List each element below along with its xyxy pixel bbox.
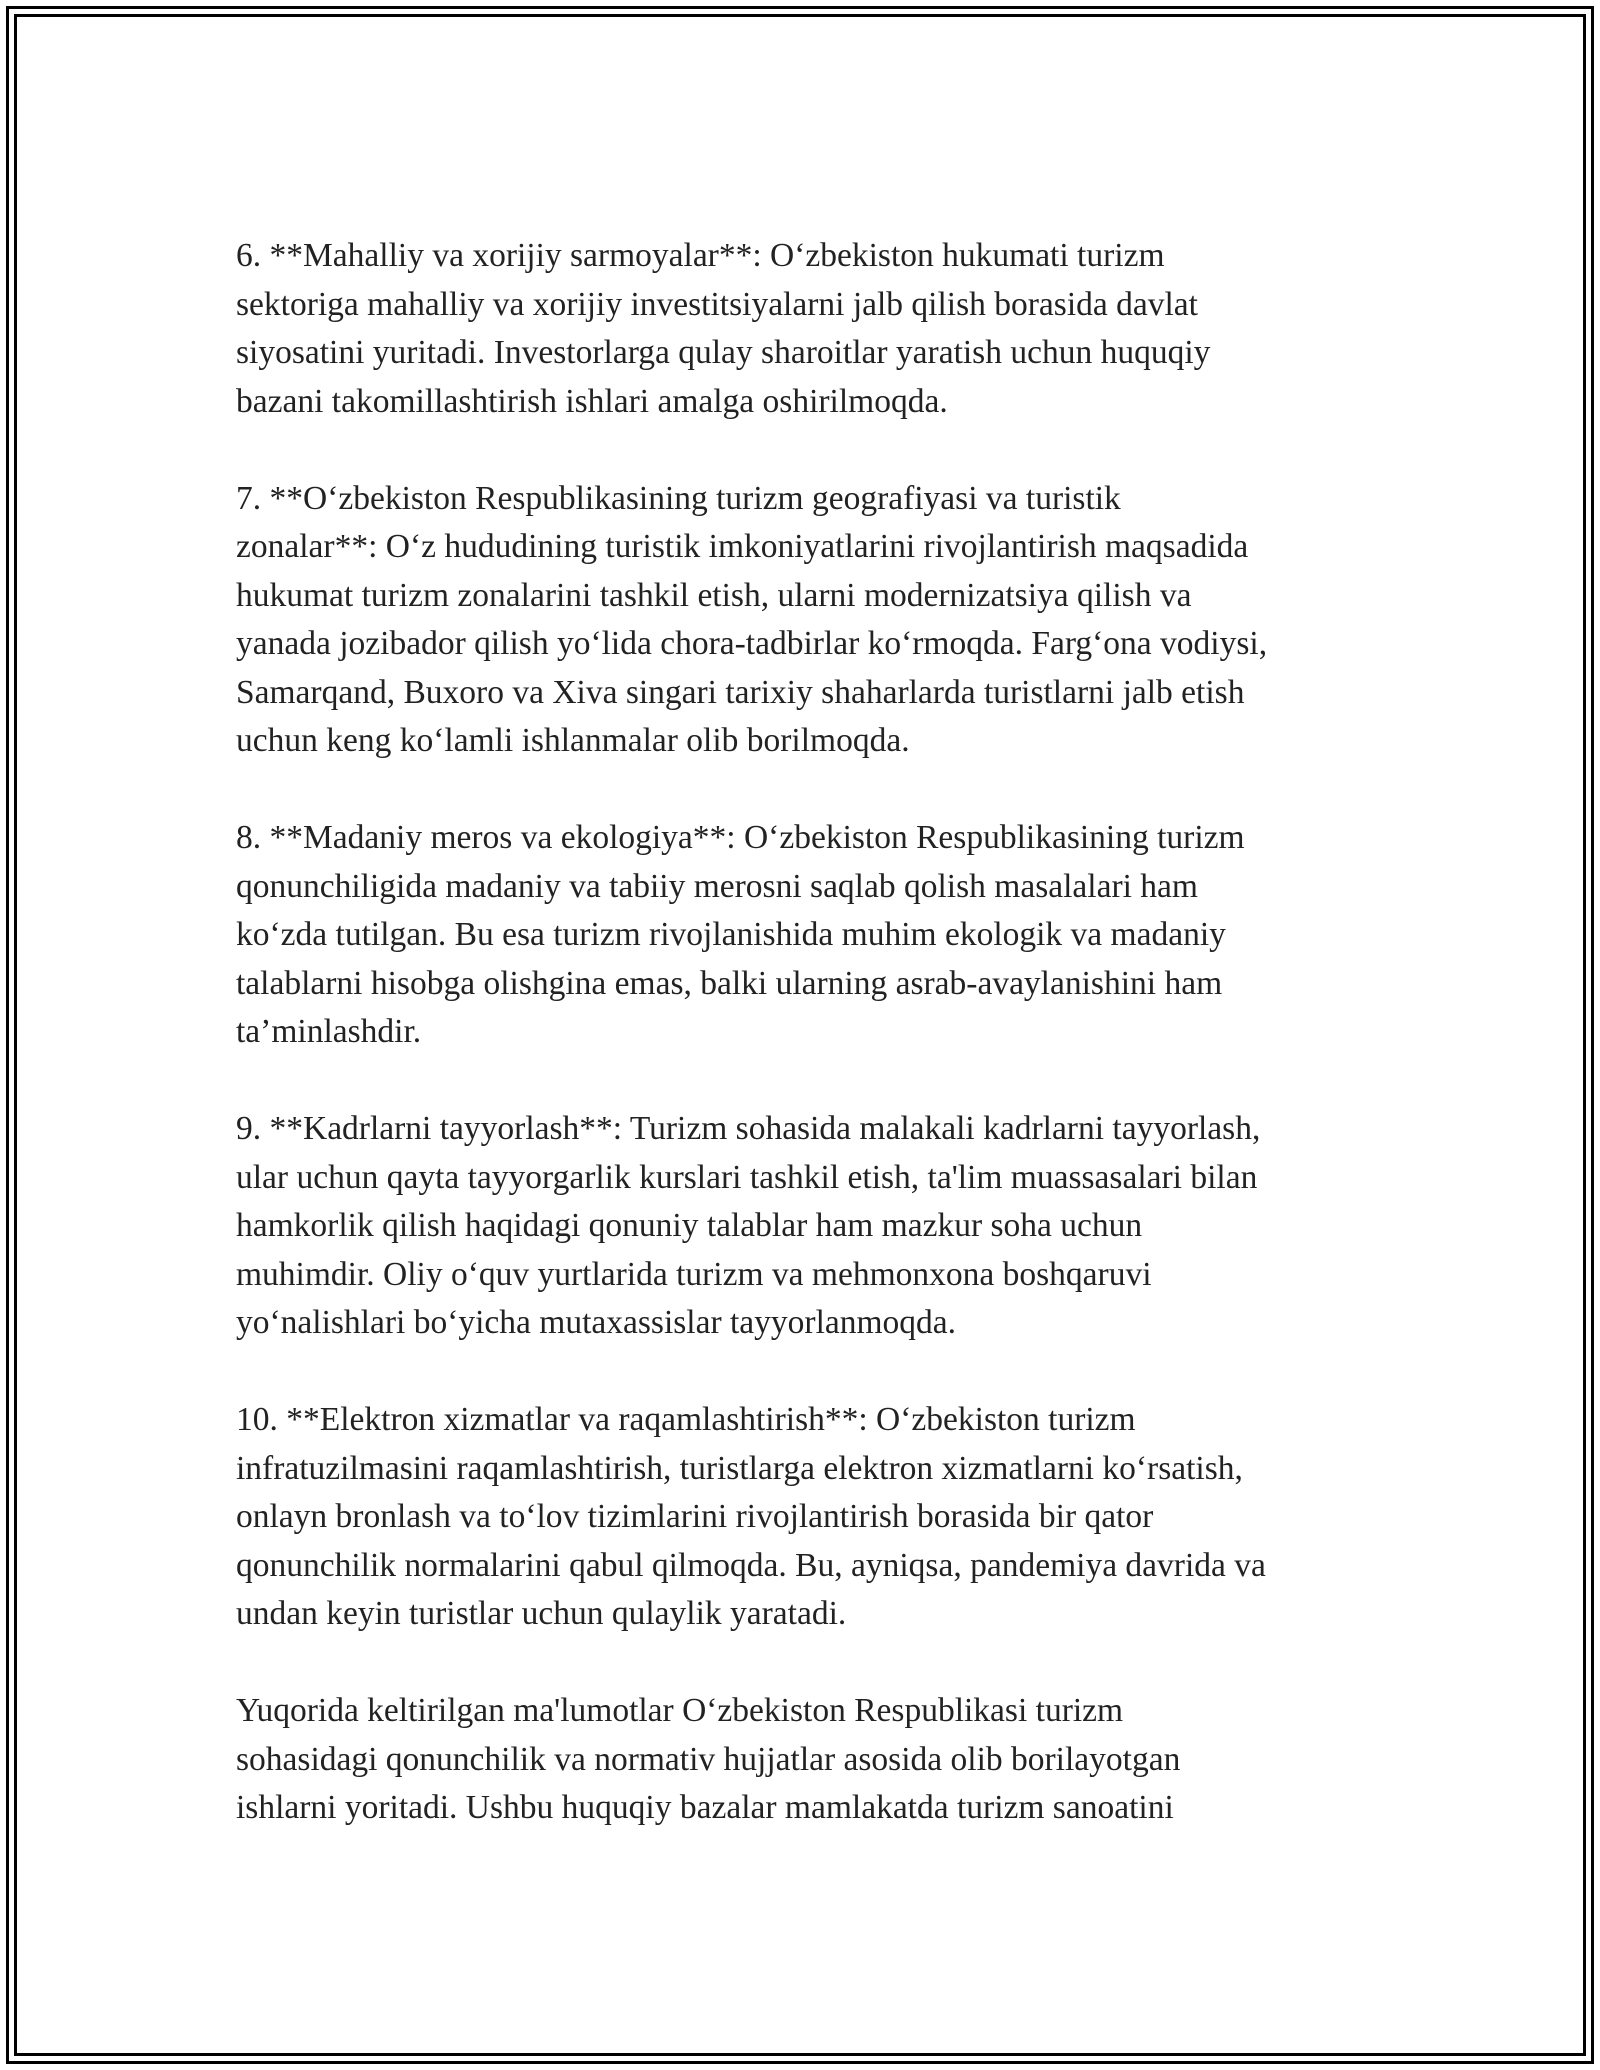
text-line: Samarqand, Buxoro va Xiva singari tarixiy shaharlarda turistlarni jalb etish	[236, 673, 1245, 711]
text-line: 8. **Madaniy meros va ekologiya**: O‘zbekiston Respublikasining turizm	[236, 819, 1245, 856]
text-line: yanada jozibador qilish yo‘lida chora-tadbirlar ko‘rmoqda. Farg‘ona vodiysi,	[236, 625, 1268, 662]
text-line: 7. **O‘zbekiston Respublikasining turizm geografiyasi va turistik	[236, 479, 1121, 517]
text-line: qonunchiligida madaniy va tabiiy merosni saqlab qolish masalalari ham	[236, 867, 1198, 905]
text-line: sohasidagi qonunchilik va normativ hujjatlar asosida olib borilayotgan	[236, 1740, 1181, 1778]
text-line: ko‘zda tutilgan. Bu esa turizm rivojlanishida muhim ekologik va madaniy	[236, 916, 1226, 953]
text-line: Yuqorida keltirilgan ma'lumotlar O‘zbekiston Respublikasi turizm	[236, 1692, 1124, 1729]
paragraph-item-9	[236, 1105, 1376, 1348]
text-line: hamkorlik qilish haqidagi qonuniy talablar ham mazkur soha uchun	[236, 1207, 1143, 1244]
paragraph-item-6	[236, 232, 1376, 426]
text-line: infratuzilmasini raqamlashtirish, turistlarga elektron xizmatlarni ko‘rsatish,	[236, 1449, 1243, 1487]
text-line: undan keyin turistlar uchun qulaylik yaratadi.	[236, 1595, 847, 1632]
document-body	[236, 232, 1376, 1881]
text-line: sektoriga mahalliy va xorijiy investitsiyalarni jalb qilish borasida davlat	[236, 285, 1198, 323]
text-line: qonunchilik normalarini qabul qilmoqda. Bu, ayniqsa, pandemiya davrida va	[236, 1546, 1266, 1584]
text-line: ishlarni yoritadi. Ushbu huquqiy bazalar mamlakatda turizm sanoatini	[236, 1789, 1174, 1826]
text-line: uchun keng ko‘lamli ishlanmalar olib borilmoqda.	[236, 722, 910, 759]
text-line: talablarni hisobga olishgina emas, balki ularning asrab-avaylanishini ham	[236, 964, 1223, 1002]
paragraph-item-7	[236, 475, 1376, 766]
text-line: 9. **Kadrlarni tayyorlash**: Turizm sohasida malakali kadrlarni tayyorlash,	[236, 1110, 1261, 1147]
text-line: onlayn bronlash va to‘lov tizimlarini rivojlantirish borasida bir qator	[236, 1498, 1154, 1535]
paragraph-summary	[236, 1687, 1376, 1833]
text-line: 10. **Elektron xizmatlar va raqamlashtirish**: O‘zbekiston turizm	[236, 1401, 1136, 1438]
text-line: hukumat turizm zonalarini tashkil etish, ularni modernizatsiya qilish va	[236, 576, 1192, 614]
text-line: yo‘nalishlari bo‘yicha mutaxassislar tayyorlanmoqda.	[236, 1304, 957, 1341]
text-line: siyosatini yuritadi. Investorlarga qulay sharoitlar yaratish uchun huquqiy	[236, 334, 1211, 371]
paragraph-item-8	[236, 814, 1376, 1057]
text-line: 6. **Mahalliy va xorijiy sarmoyalar**: O‘zbekiston hukumati turizm	[236, 237, 1165, 274]
text-line: ular uchun qayta tayyorgarlik kurslari tashkil etish, ta'lim muassasalari bilan	[236, 1158, 1258, 1196]
paragraph-item-10	[236, 1396, 1376, 1639]
text-line: muhimdir. Oliy o‘quv yurtlarida turizm va mehmonxona boshqaruvi	[236, 1255, 1152, 1293]
text-line: bazani takomillashtirish ishlari amalga oshirilmoqda.	[236, 382, 948, 420]
text-line: zonalar**: O‘z hududining turistik imkoniyatlarini rivojlantirish maqsadida	[236, 528, 1249, 565]
text-line: ta’minlashdir.	[236, 1013, 422, 1050]
